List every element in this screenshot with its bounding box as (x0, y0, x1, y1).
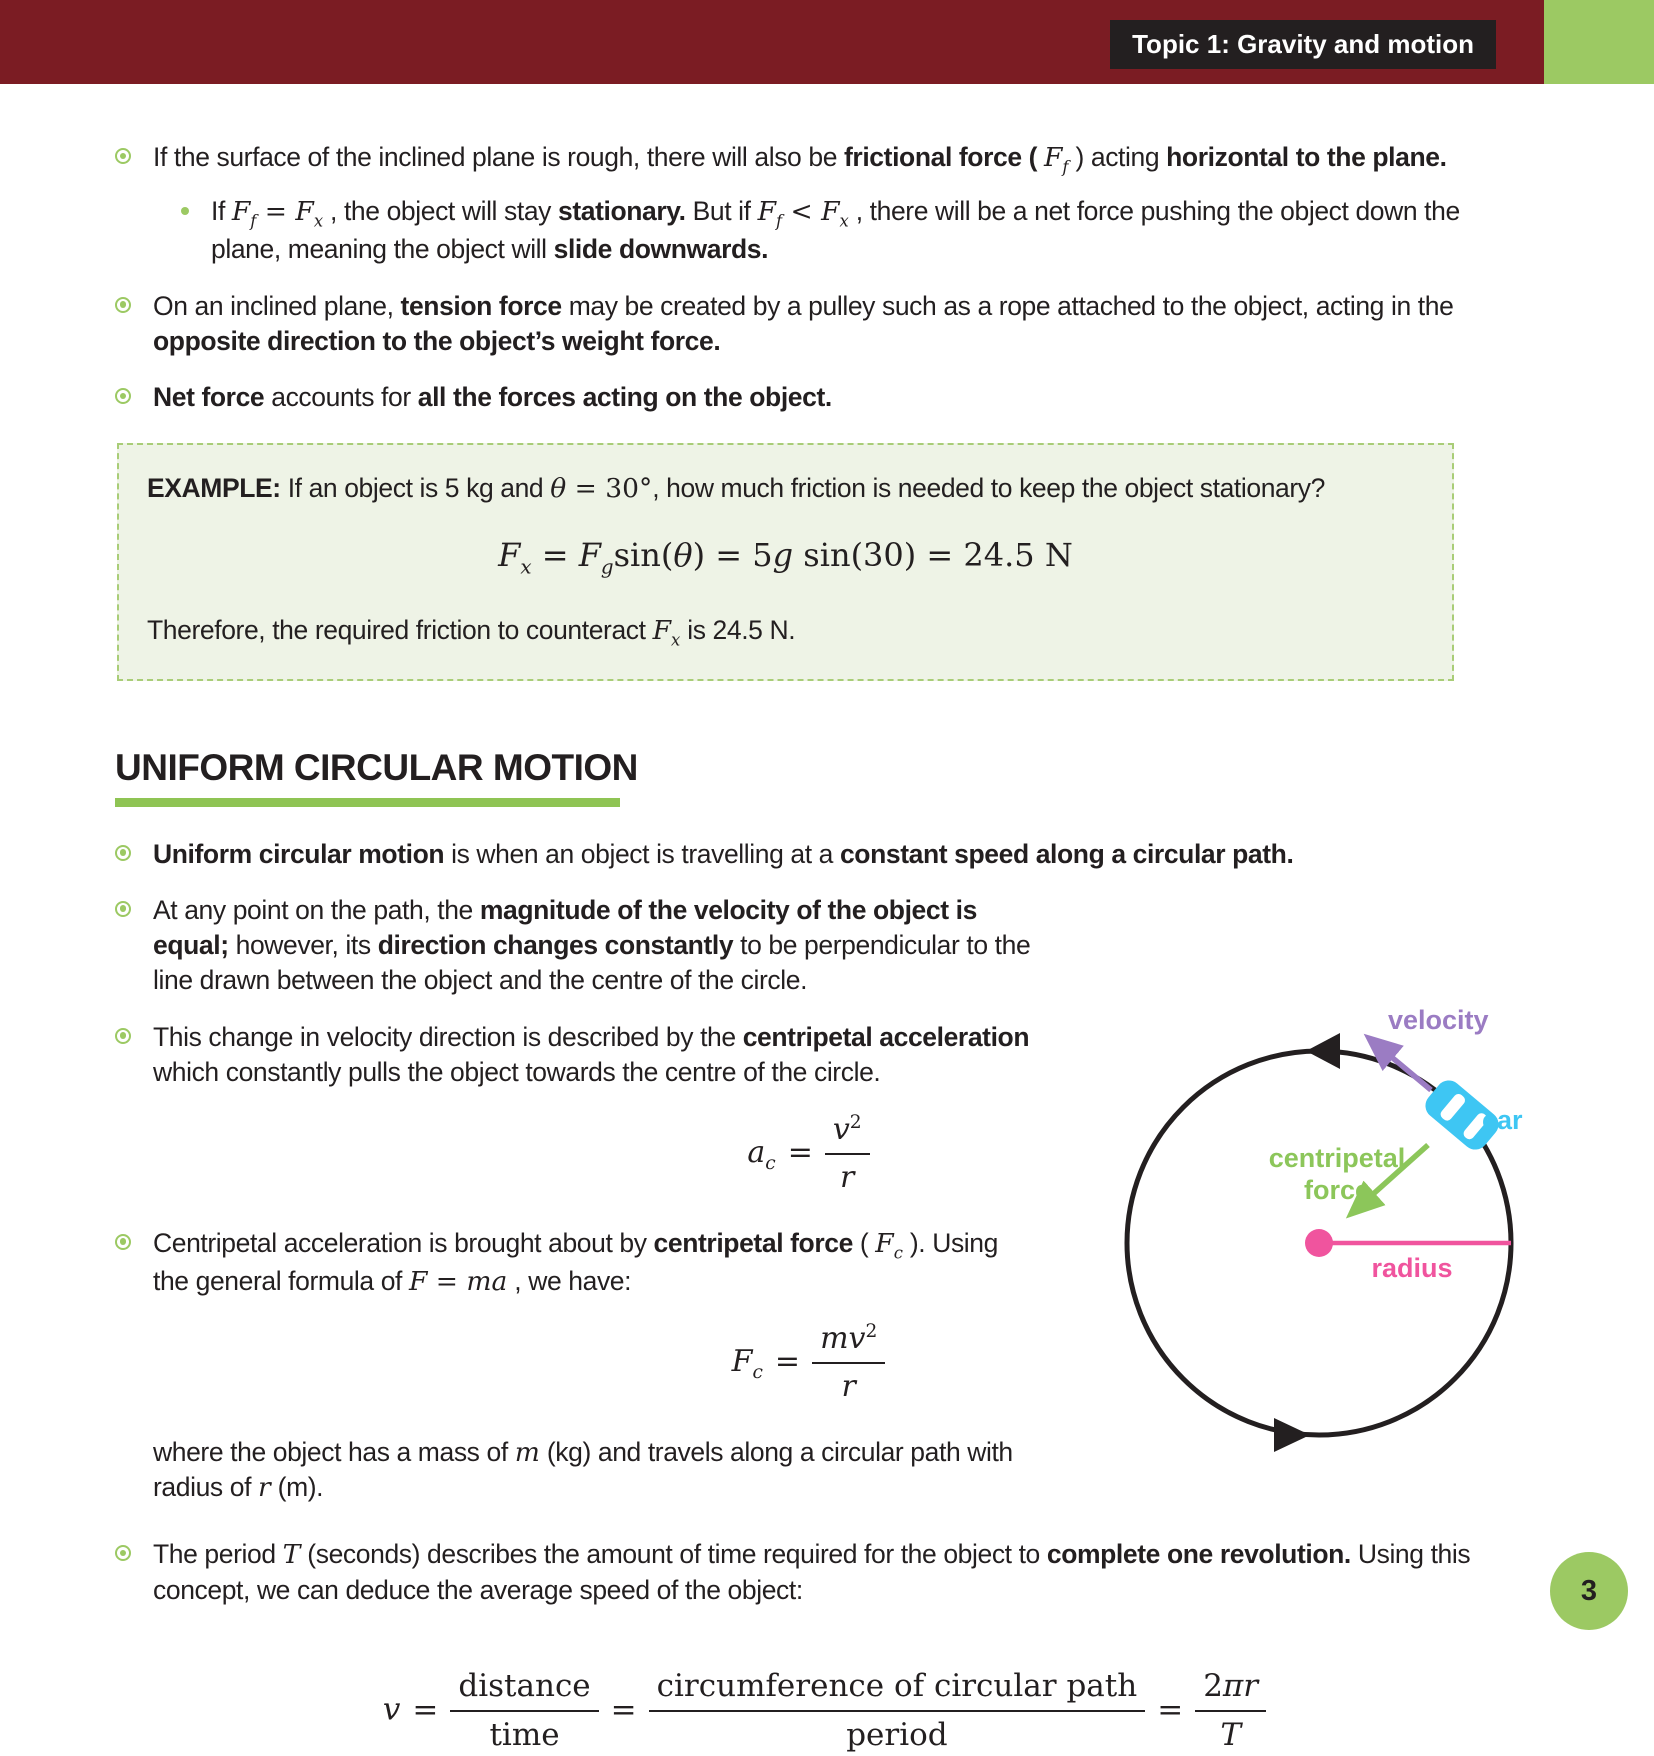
math-Fx: $F_x$ (652, 615, 681, 650)
bullet-ring-icon (115, 148, 131, 164)
text-run: If (211, 196, 232, 227)
math-equals-30: = 30° (566, 473, 653, 505)
example-question (147, 471, 1424, 506)
text-run: , we have: (507, 1265, 632, 1296)
text-run: If the surface of the inclined plane is rough, there will also be (153, 142, 844, 172)
math-Ff: $F_f$ (757, 196, 783, 231)
example-formula: $F_x = F_g\sin(\theta) = 5g$ sin(30) = 24.5 N (498, 536, 1073, 579)
text-run: Centripetal acceleration is brought about by (153, 1227, 654, 1258)
math-Fx: $F_x$ (295, 196, 324, 231)
page-content (0, 84, 1654, 1756)
text-run: If an object is 5 kg and (280, 473, 551, 504)
bullet-ring-icon (115, 1234, 131, 1250)
math-Fc: $F_c$ (875, 1227, 903, 1263)
text-run: (seconds) describes the amount of time required for the object to (300, 1539, 1047, 1570)
text-run-bold: tension force (400, 290, 562, 321)
header-green-block (1544, 0, 1654, 84)
text-run-bold: frictional force (844, 142, 1022, 172)
text-run: which constantly pulls the object towards the centre of the circle. (153, 1056, 881, 1087)
formula-centripetal-acceleration: $a_c$ = $\frac{v^2}{r}$ (583, 1110, 1534, 1198)
text-run-bold: opposite direction to the object’s weight force. (153, 325, 721, 356)
math-theta: θ (550, 473, 567, 505)
text-run-bold: Uniform circular motion (153, 838, 445, 869)
math-F-ma: F = ma (408, 1265, 508, 1297)
bullet-ring-icon (115, 901, 131, 917)
bullet-centripetal-force (115, 1226, 1534, 1407)
text-run: Therefore, the required friction to counteract (147, 615, 653, 646)
example-conclusion (147, 613, 1424, 651)
bullet-frictional-force (115, 140, 1534, 268)
bullet-ucm-definition (115, 837, 1534, 872)
page-header (0, 0, 1654, 84)
text-run-bold: centripetal acceleration (742, 1021, 1030, 1052)
text-run: On an inclined plane, (153, 290, 401, 321)
heading-underline (115, 798, 620, 807)
text-run: where the object has a mass of (153, 1436, 515, 1467)
formula-average-speed: v = $\frac{\text{distance}}{\text{time}}$ = $\frac{\text{circumference of circular path}}{\text{period}}$ = $\frac{2\pi r}{T}$ (115, 1666, 1534, 1756)
text-run-bold: all the forces acting on the object. (417, 382, 832, 413)
math-equals: = (256, 196, 296, 228)
centripetal-force-label-line2: force (1303, 1174, 1371, 1205)
page-number-badge (1550, 1552, 1628, 1630)
text-run: The period (153, 1539, 283, 1570)
text-run: is 24.5 N. (680, 615, 796, 646)
section-title: UNIFORM CIRCULAR MOTION (115, 747, 638, 789)
math-less-than: < (782, 196, 822, 228)
text-run: Using this concept, we can deduce the average speed of the object: (153, 1539, 1471, 1605)
sub-bullet-dot-icon (181, 207, 189, 215)
centripetal-force-label-line1: centripetal (1268, 1142, 1406, 1173)
math-Fx: $F_x$ (821, 196, 849, 231)
sub-bullet-stationary (181, 194, 1534, 267)
sub-bullets (153, 194, 1534, 267)
text-run: ) acting (1068, 142, 1167, 172)
math-m: m (514, 1436, 540, 1468)
text-run: At any point on the path, the (153, 894, 480, 925)
bullet-ring-icon (115, 388, 131, 404)
text-run: , how much friction is needed to keep the object stationary? (652, 473, 1325, 504)
text-run: (kg) and travels along a circular path with radius of (153, 1436, 1013, 1503)
text-run-bold: direction changes constantly (377, 930, 734, 961)
text-run-bold: slide downwards. (553, 234, 769, 265)
math-T: T (282, 1539, 301, 1571)
text-run: however, its (228, 930, 378, 961)
bullet-centripetal-acceleration (115, 1020, 1534, 1198)
text-run-bold: horizontal to the plane. (1166, 142, 1447, 172)
text-run-bold: constant speed along a circular path. (839, 838, 1294, 869)
car-label: car (1482, 1104, 1523, 1135)
text-run: ). Using the general formula of (153, 1227, 998, 1296)
text-run: This change in velocity direction is described by the (153, 1021, 743, 1052)
circular-motion-bullets (115, 837, 1534, 1407)
bullet-tension-force (115, 289, 1534, 359)
bullet-ring-icon (115, 297, 131, 313)
math-Ff: $F_f$ (1044, 142, 1069, 177)
text-run: to be perpendicular to the line drawn between the object and the centre of the circle. (153, 930, 1031, 996)
text-run: is when an object is travelling at a (444, 838, 840, 869)
text-run: But if (685, 196, 758, 227)
math-r: r (258, 1472, 271, 1504)
bullet-net-force (115, 380, 1534, 415)
text-run: accounts for (264, 382, 418, 413)
bullet-period (115, 1537, 1534, 1607)
text-run-bold: centripetal force (653, 1227, 853, 1258)
radius-label: radius (1371, 1252, 1453, 1283)
text-run-bold: stationary. (557, 196, 686, 227)
text-run: , there will be a net force pushing the object down the plane, meaning the object will (211, 196, 1460, 265)
example-label: EXAMPLE: (147, 473, 281, 504)
math-Ff: $F_f$ (231, 196, 257, 231)
bullet-ring-icon (115, 845, 131, 861)
text-run: (m). (270, 1472, 324, 1503)
bullet-ring-icon (115, 1545, 131, 1561)
velocity-label: velocity (1388, 1004, 1489, 1035)
formula-centripetal-force: $F_c$ = $\frac{mv^2}{r}$ (583, 1319, 1534, 1407)
text-run-bold: Net force (153, 382, 265, 413)
inclined-plane-bullets (115, 140, 1534, 415)
period-bullets (115, 1537, 1534, 1607)
text-run: may be created by a pulley such as a rope attached to the object, acting in the (561, 290, 1454, 321)
bullet-ring-icon (115, 1028, 131, 1044)
topic-title: Topic 1: Gravity and motion (1110, 20, 1496, 69)
example-box (117, 443, 1454, 681)
text-run-bold: complete one revolution. (1046, 1539, 1351, 1570)
page-number: 3 (1580, 1574, 1598, 1607)
text-run: ( (852, 1227, 876, 1258)
text-run-bold: magnitude of the velocity of the object is equal; (153, 894, 977, 961)
text-run: ( (1021, 142, 1045, 172)
path-arrow-bottom-icon (1274, 1418, 1310, 1452)
text-run: , the object will stay (323, 196, 558, 227)
